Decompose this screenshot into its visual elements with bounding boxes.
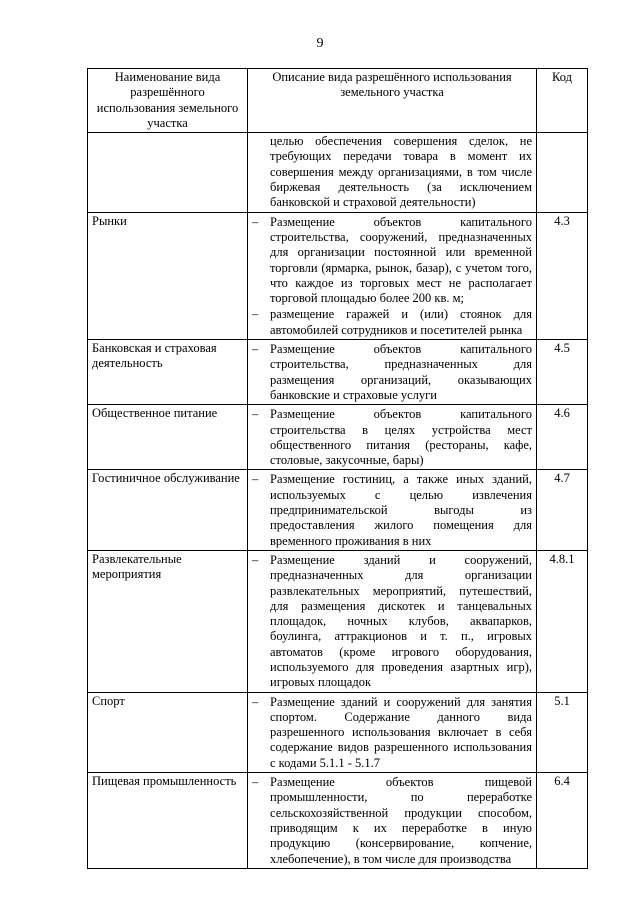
description-list xyxy=(252,214,532,338)
cell-name: Развлекательные мероприятия xyxy=(88,550,248,692)
cell-description xyxy=(248,133,537,212)
cell-description xyxy=(248,212,537,339)
cell-description xyxy=(248,340,537,405)
header-name: Наименование вида разрешённого использования земельного участка xyxy=(88,69,248,133)
list-item xyxy=(252,306,532,338)
cell-description xyxy=(248,405,537,470)
cell-code xyxy=(537,133,588,212)
description-list xyxy=(252,552,532,691)
list-item-text: Размещение объектов капитального строительства, предназначенных для размещения организаций, оказывающих банковские и страховые услуги xyxy=(270,342,532,402)
list-item-text: размещение гаражей и (или) стоянок для автомобилей сотрудников и посетителей рынка xyxy=(270,307,532,337)
list-dash: – xyxy=(252,694,259,709)
list-dash: – xyxy=(252,552,259,567)
table-row xyxy=(88,773,588,869)
list-item xyxy=(252,694,532,771)
list-item-text: Размещение объектов пищевой промышленности, по переработке сельскохозяйственной продукции способом, приводящим к их переработке в иную продукцию (консервирование, копчение, хлебопечение), в том числе для производства xyxy=(270,775,532,866)
list-item xyxy=(252,774,532,867)
cell-code: 6.4 xyxy=(537,773,588,869)
cell-code: 4.5 xyxy=(537,340,588,405)
list-item-text: Размещение объектов капитального строительства в целях устройства мест общественного питания (рестораны, кафе, столовые, закусочные, бары) xyxy=(270,407,532,468)
cell-description xyxy=(248,773,537,869)
cell-code: 4.7 xyxy=(537,470,588,550)
list-dash: – xyxy=(252,307,259,322)
cell-code: 4.3 xyxy=(537,212,588,339)
table-row xyxy=(88,692,588,772)
cell-name: Банковская и страховая деятельность xyxy=(88,340,248,405)
cell-name xyxy=(88,133,248,212)
list-item xyxy=(252,552,532,691)
land-use-table xyxy=(87,68,588,869)
cell-name: Спорт xyxy=(88,692,248,772)
description-list xyxy=(252,694,532,771)
table-row-continuation xyxy=(88,133,588,212)
list-item xyxy=(252,341,532,403)
table-row xyxy=(88,212,588,339)
header-code: Код xyxy=(537,69,588,133)
table-row xyxy=(88,550,588,692)
continuation-text: целью обеспечения совершения сделок, не требующих передачи товара в момент их совершения между организациями, в том числе биржевая деятельность (за исключением банковской и страховой деятельности) xyxy=(270,134,532,210)
list-item xyxy=(252,214,532,307)
table-row xyxy=(88,405,588,470)
cell-description xyxy=(248,692,537,772)
cell-description xyxy=(248,470,537,550)
list-dash: – xyxy=(252,775,259,790)
table-row xyxy=(88,340,588,405)
list-dash: – xyxy=(252,214,259,229)
list-item-text: Размещение гостиниц, а также иных зданий, используемых с целью извлечения предпринимательской выгоды из предоставления жилого помещения для временного проживания в них xyxy=(270,472,532,548)
cell-code: 5.1 xyxy=(537,692,588,772)
cell-name: Рынки xyxy=(88,212,248,339)
list-item-text: Размещение зданий и сооружений для занятия спортом. Содержание данного вида разрешенного использования включает в себя содержание видов разрешенного использования с кодами 5.1.1 - 5.1.7 xyxy=(270,694,532,770)
cell-description xyxy=(248,550,537,692)
cell-name: Гостиничное обслуживание xyxy=(88,470,248,550)
list-item xyxy=(252,471,532,548)
header-description: Описание вида разрешённого использования земельного участка xyxy=(248,69,537,133)
cell-name: Общественное питание xyxy=(88,405,248,470)
cell-name: Пищевая промышленность xyxy=(88,773,248,869)
description-list xyxy=(252,774,532,867)
table-header-row xyxy=(88,69,588,133)
list-item-text: Размещение объектов капитального строительства, сооружений, предназначенных для организации постоянной или временной торговли (ярмарка, рынок, базар), с учетом того, что каждое из торговых мест не располагает торговой площадью более 200 кв. м; xyxy=(270,214,532,306)
list-dash: – xyxy=(252,407,259,422)
table-row xyxy=(88,470,588,550)
list-item xyxy=(252,406,532,468)
description-list xyxy=(252,341,532,403)
description-list xyxy=(252,406,532,468)
list-item-text: Размещение зданий и сооружений, предназначенных для организации развлекательных мероприятий, путешествий, для размещения дискотек и танцевальных площадок, ночных клубов, аквапарков, боулинга, аттракционов и т. п., игровых автоматов (кроме игрового оборудования, используемого для проведения азартных игр), игровых площадок xyxy=(270,552,532,690)
list-dash: – xyxy=(252,472,259,487)
cell-code: 4.6 xyxy=(537,405,588,470)
description-list xyxy=(252,471,532,548)
cell-code: 4.8.1 xyxy=(537,550,588,692)
page-number: 9 xyxy=(316,36,324,51)
list-dash: – xyxy=(252,342,259,357)
